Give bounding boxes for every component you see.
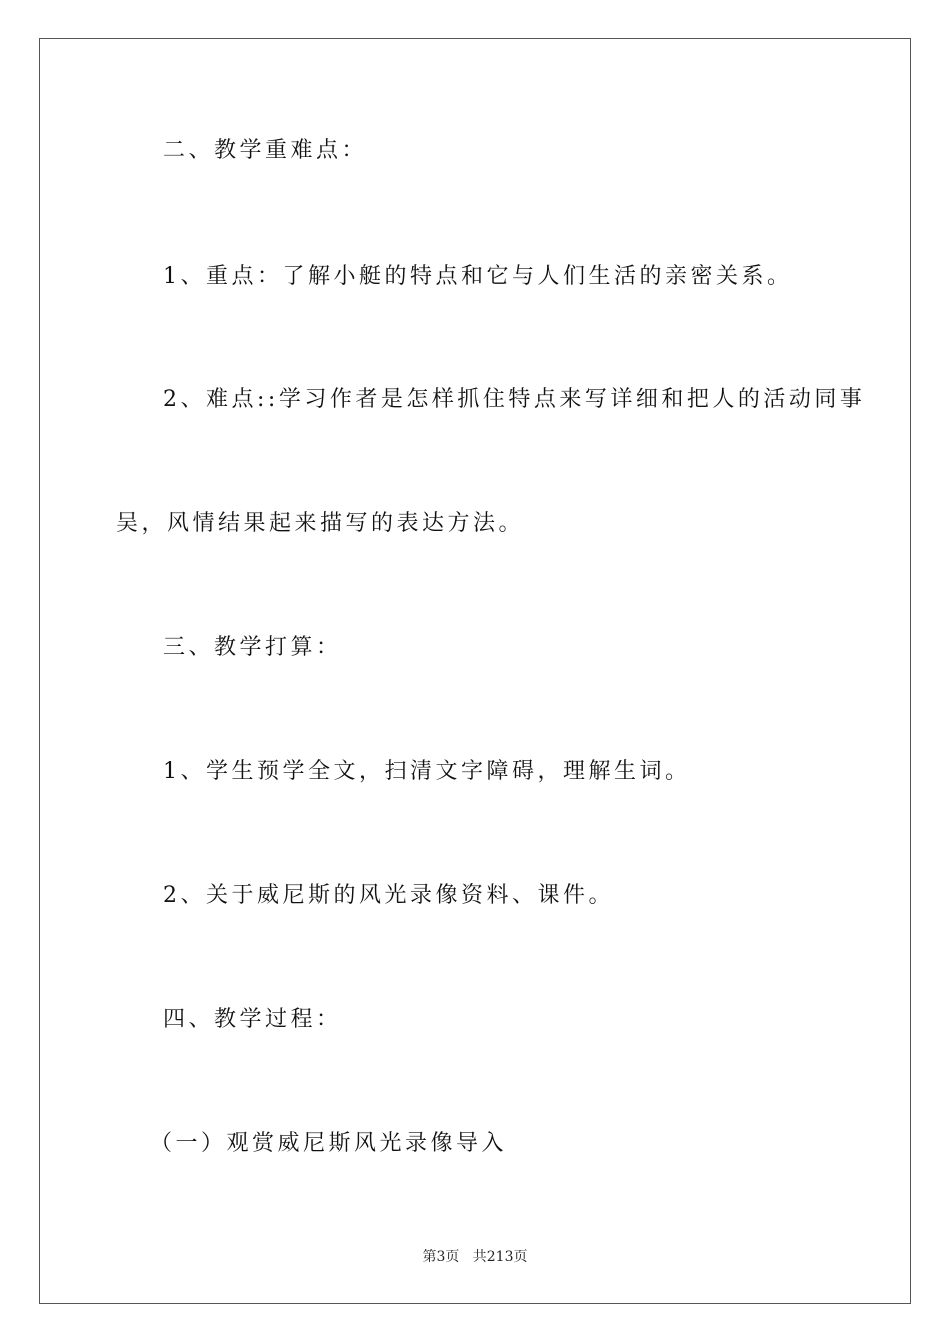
page-number: 第3页 bbox=[422, 1249, 460, 1265]
section-heading-process: 四、教学过程： bbox=[163, 1007, 342, 1032]
paragraph-difficulty: 2、难点::学习作者是怎样抓住特点来写详细和把人的活动同事 bbox=[163, 387, 866, 412]
section-heading-preparation: 三、教学打算： bbox=[163, 635, 342, 660]
page-footer bbox=[0, 1247, 950, 1267]
page-total: 共213页 bbox=[472, 1249, 528, 1265]
subsection-heading-intro: （一）观赏威尼斯风光录像导入 bbox=[150, 1131, 508, 1156]
section-heading-key-points: 二、教学重难点： bbox=[163, 138, 368, 163]
paragraph-focus: 1、重点：了解小艇的特点和它与人们生活的亲密关系。 bbox=[163, 264, 793, 289]
paragraph-prep-item-1: 1、学生预学全文，扫清文字障碍，理解生词。 bbox=[163, 759, 691, 784]
page-frame bbox=[39, 38, 911, 1304]
paragraph-difficulty-continued: 吴，风情结果起来描写的表达方法。 bbox=[116, 511, 525, 536]
paragraph-prep-item-2: 2、关于威尼斯的风光录像资料、课件。 bbox=[163, 883, 614, 908]
